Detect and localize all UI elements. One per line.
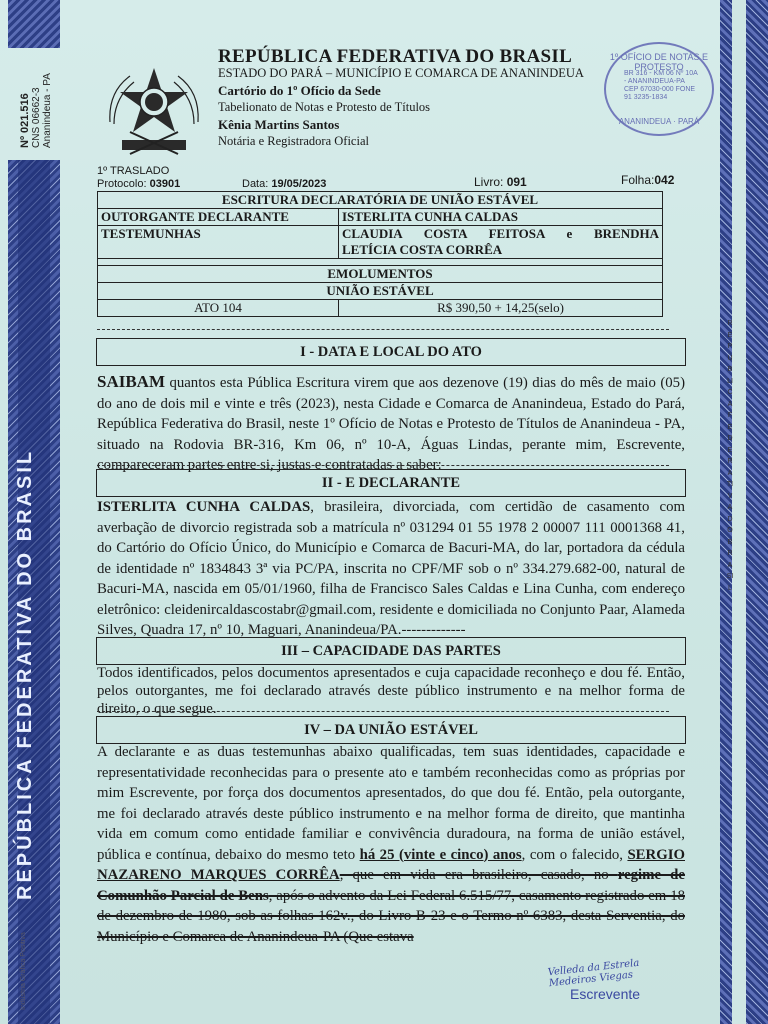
livro-value: 091: [506, 175, 527, 189]
printer-credit: Indústria Gráfica Positiva: [20, 932, 27, 1010]
table-spacer: [98, 259, 663, 266]
folha-field: [621, 173, 674, 187]
declarante-name: ISTERLITA CUNHA CALDAS: [97, 499, 311, 515]
data-label: Data:: [242, 178, 269, 190]
header-state: ESTADO DO PARÁ – MUNICÍPIO E COMARCA DE ANANINDEUA: [218, 66, 584, 80]
paragraph-3-text: Todos identificados, pelos documentos apresentados e cuja capacidade reconheço e dou fé. Então, pelos outorgantes, me foi declarado através deste público instrumento e na melhor forma de direito, o que segue.: [97, 665, 685, 717]
dash-separator: [97, 711, 669, 712]
paragraph-2-text: , brasileira, divorciada, com certidão de casamento com averbação de divorcio registrada sob a matrícula nº 031294 01 55 1978 2 00007 111 0001368 41, do Cartório do Ofício Único, do Município e Comarca de Bacuri-MA, do lar, portadora da cédula de identidade nº 1834843 3ª via PC/PA, inscrita no CPF/MF sob o nº 334.279.682-00, natural de Bacuri-MA, nascida em 05/01/1960, filha de Francisco Sales Caldas e Lina Cunha, com endereço eletrônico: cleidenircaldascostabr@gmail.com, residente e domiciliada no Conjunto Paar, Alameda Silves, Quadra 17, nº 10, Maguari, Ananindeua/PA.-------------: [97, 499, 685, 638]
testemunhas-value: [339, 226, 663, 259]
right-strip-text: REPÚBLICA FEDERATIVA DO BRASIL: [726, 320, 734, 592]
section-title-2: II - E DECLARANTE: [96, 469, 686, 497]
livro-field: [474, 175, 527, 189]
outorgante-label: OUTORGANTE DECLARANTE: [98, 209, 339, 226]
signature-handwriting: Velleda da Estrela Medeiros Viegas: [547, 957, 640, 990]
stamp-top-text: 1º OFÍCIO DE NOTAS E PROTESTO: [609, 52, 709, 72]
saibam-word: SAIBAM: [97, 372, 166, 391]
paragraph-declarante: [97, 497, 685, 641]
testemunhas-line-2: LETÍCIA COSTA CORRÊA: [342, 242, 503, 257]
registry-info: [20, 73, 53, 148]
ato-code: ATO 104: [98, 300, 339, 317]
folha-label: Folha:: [621, 173, 655, 187]
data-value: 19/05/2023: [271, 178, 327, 190]
stamp-bottom-text: ANANINDEUA · PARÁ: [618, 117, 700, 126]
left-strip-text: REPÚBLICA FEDERATIVA DO BRASIL: [14, 448, 36, 900]
emolumentos-header: EMOLUMENTOS: [98, 266, 663, 283]
registry-number: Nº 021.516: [19, 93, 31, 148]
outorgante-value: ISTERLITA CUNHA CALDAS: [339, 209, 663, 226]
fee-value: R$ 390,50 + 14,25(selo): [339, 300, 663, 317]
protocolo-value: 03901: [149, 178, 181, 190]
paragraph-capacidade: [97, 664, 685, 718]
traslado-label: 1º TRASLADO: [97, 165, 170, 177]
paragraph-1-text: quantos esta Pública Escritura virem que aos dezenove (19) dias do mês de maio (05) do ano de dois mil e vinte e três (2023), nesta Cidade e Comarca de Ananindeua, Estado do Pará, República Federativa do Brasil, neste 1º Ofício de Notas e Protesto de Títulos de Ananindeua - PA, situado na Rodovia BR-316, Km 06, nº 10-A, Águas Lindas, perante mim, Escrevente, compareceram partes entre si, justas e contratadas a saber:: [97, 375, 685, 473]
deceased-name: SERGIO NAZARENO MARQUES CORRÊA: [97, 846, 685, 883]
registry-cns: CNS 06662-3: [31, 87, 42, 148]
dash-separator: [97, 329, 669, 330]
header-service: Tabelionato de Notas e Protesto de Títulos: [218, 100, 431, 114]
paragraph-4-text-a: A declarante e as duas testemunhas abaixo qualificadas, tem suas identidades, capacidade e representatividade reconhecidas para o presente ato e também reconhecidas como as próprias por mim Escrevente, por força dos documentos apresentados, do que dou fé. Então, pela outorgante, me foi declarado através deste público instrumento e na melhor forma de direito, que mantinha vida em comum como entidade familiar e convivência duradoura, na forma de união estável, pública e contínua, debaixo do mesmo teto: [97, 744, 685, 863]
stamp-address: BR 316 - KM 06 Nº 10A - ANANINDEUA-PA CEP 67030-000 FONE 91 3235-1834: [624, 70, 698, 101]
data-field: [242, 178, 326, 190]
protocolo-field: [97, 178, 180, 190]
folha-value: 042: [654, 173, 675, 187]
left-top-security-strip: [8, 0, 60, 48]
section-title-3: III – CAPACIDADE DAS PARTES: [96, 637, 686, 665]
paragraph-data-local: [97, 372, 685, 476]
header-title: REPÚBLICA FEDERATIVA DO BRASIL: [218, 46, 573, 67]
protocolo-label: Protocolo:: [97, 178, 147, 190]
deed-summary-table: [97, 191, 663, 317]
header-notary-name: Kênia Martins Santos: [218, 117, 340, 132]
testemunhas-label: TESTEMUNHAS: [98, 226, 339, 259]
dash-separator: [97, 465, 669, 466]
union-duration: há 25 (vinte e cinco) anos: [359, 846, 522, 863]
clerk-signature: [547, 957, 688, 1002]
header-notary-role: Notária e Registradora Oficial: [218, 134, 369, 148]
deed-title: ESCRITURA DECLARATÓRIA DE UNIÃO ESTÁVEL: [98, 192, 663, 209]
paragraph-4-text-e: , que em vida era brasileiro, casado, no: [339, 867, 618, 883]
header: [218, 48, 584, 150]
paragraph-4-text-c: , com o falecido,: [521, 846, 628, 863]
section-title-1: I - DATA E LOCAL DO ATO: [96, 338, 686, 366]
paragraph-4-text-g: , após o advento da Lei Federal 6.515/77, casamento registrado em 18 de dezembro de 1980, sob as folhas 162v., do Livro B-23 e o Termo nº 6383, desta Serventia, do Município e Comarca de Ananindeua-PA (Que estava: [97, 887, 685, 945]
coat-of-arms-icon: [100, 62, 208, 160]
paragraph-uniao-estavel: [97, 742, 685, 947]
section-title-4: IV – DA UNIÃO ESTÁVEL: [96, 716, 686, 744]
testemunhas-line-1: CLAUDIA COSTA FEITOSA e BRENDHA: [342, 226, 659, 241]
uniao-estavel-header: UNIÃO ESTÁVEL: [98, 283, 663, 300]
registry-place: Ananindeua - PA: [42, 73, 53, 148]
marriage-regime: regime de Comunhão Parcial de Bens: [97, 867, 685, 904]
office-stamp: [604, 42, 714, 136]
livro-label: Livro:: [474, 175, 504, 189]
signature-role: Escrevente: [570, 986, 641, 1002]
right-strip-gap: [732, 0, 746, 1024]
header-office: Cartório do 1º Ofício da Sede: [218, 83, 381, 98]
